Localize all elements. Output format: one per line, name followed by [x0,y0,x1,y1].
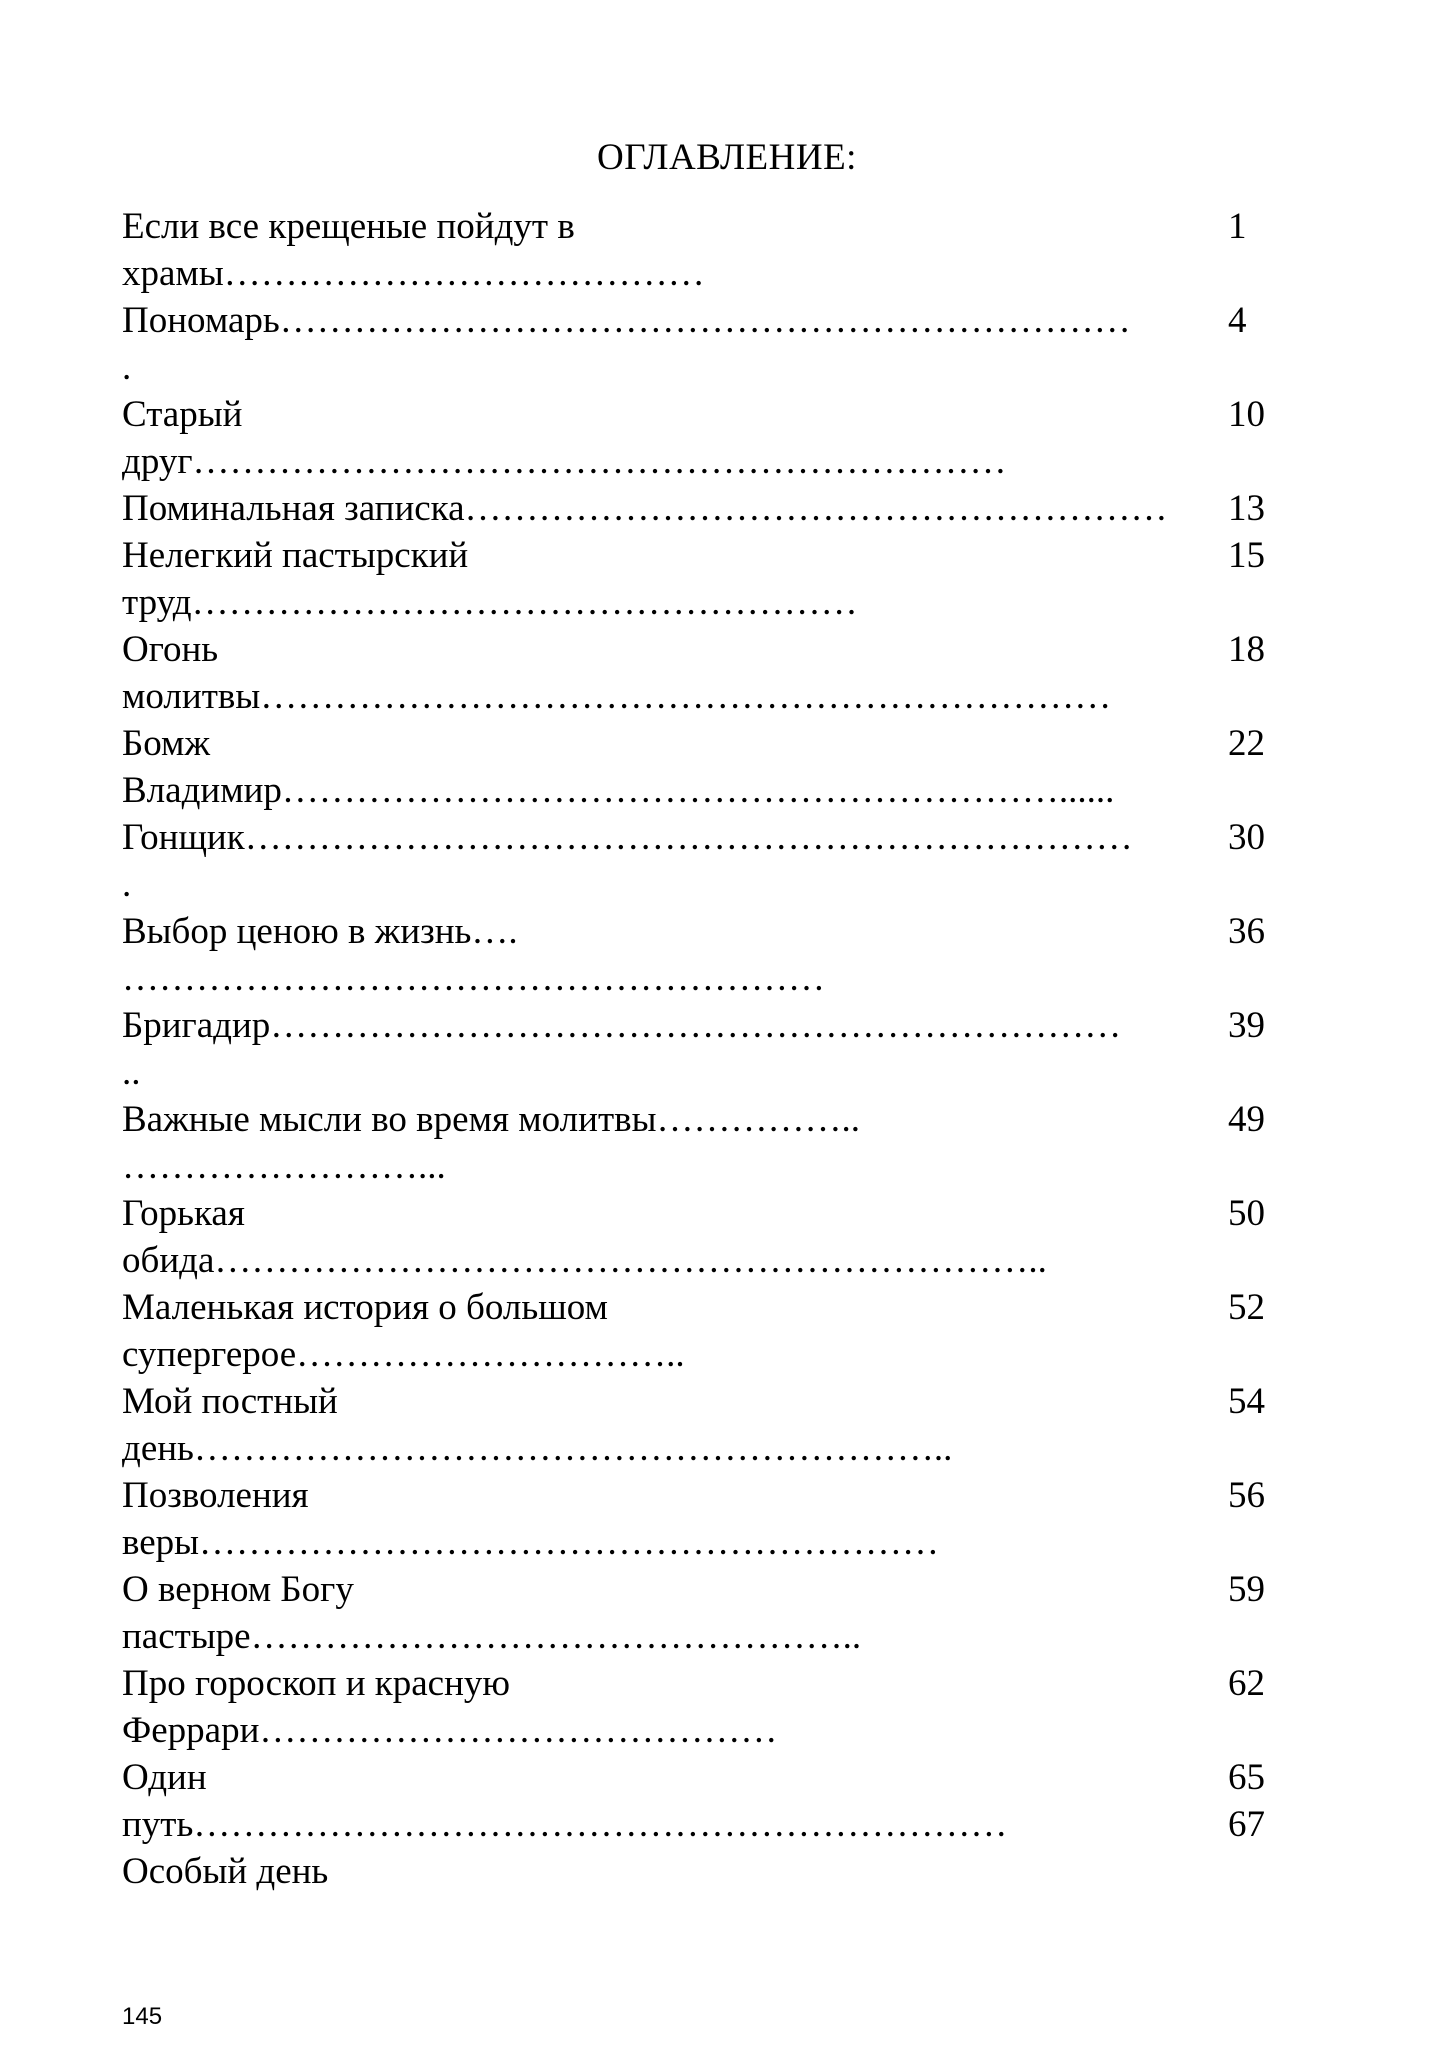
toc-line-text: Важные мысли во время молитвы…………….. [122,1099,860,1140]
toc-heading: ОГЛАВЛЕНИЕ: [597,137,857,178]
toc-page-number: 67 [1228,1804,1265,1845]
toc-page-number: 10 [1228,394,1265,435]
toc-line [0,1331,1454,1378]
toc-line-text: Бригадир…………………………………………………………… [122,1005,1122,1046]
toc-line [0,1096,1454,1143]
toc-line-text: Владимир………………………………………………………...... [122,770,1115,811]
toc-line [0,626,1454,673]
toc-line [0,767,1454,814]
toc-line [0,1472,1454,1519]
toc-line [0,485,1454,532]
toc-line [0,297,1454,344]
toc-line-text: Пономарь…………………………………………………………… [122,300,1131,341]
toc-page-number: 65 [1228,1757,1265,1798]
toc-line-text: Маленькая история о большом [122,1287,608,1328]
toc-line [0,1519,1454,1566]
toc-line-text: Мой постный [122,1381,338,1422]
toc-line [0,955,1454,1002]
toc-line [0,1848,1454,1895]
toc-line [0,250,1454,297]
toc-line-text: Бомж [122,723,211,764]
toc-line [0,1049,1454,1096]
toc-line [0,391,1454,438]
toc-line-text: Феррари…………………………………… [122,1710,778,1751]
toc-page-number: 39 [1228,1005,1265,1046]
toc-line-text: ………………………………………………… [122,958,825,999]
toc-line-text: путь………………………………………………………… [122,1804,1008,1845]
toc-line-text: Позволения [122,1475,309,1516]
toc-line [0,861,1454,908]
toc-line-text: Особый день [122,1851,329,1892]
toc-line-text: труд……………………………………………… [122,582,858,623]
toc-page-number: 62 [1228,1663,1265,1704]
toc-line-text: веры…………………………………………………… [122,1522,940,1563]
toc-line-text: ……………………... [122,1146,446,1187]
toc-page-number: 15 [1228,535,1265,576]
toc-line [0,1660,1454,1707]
toc-page-number: 54 [1228,1381,1265,1422]
toc-line-text: Гонщик……………………………………………………………… [122,817,1133,858]
toc-line-text: . [122,347,132,388]
toc-line-text: Если все крещеные пойдут в [122,206,575,247]
toc-line-text: Поминальная записка………………………………………………… [122,488,1168,529]
toc-page-number: 18 [1228,629,1265,670]
toc-line [0,438,1454,485]
toc-line [0,1613,1454,1660]
toc-line [0,1378,1454,1425]
toc-line-text: Выбор ценою в жизнь…. [122,911,518,952]
toc-line [0,1190,1454,1237]
toc-line-text: молитвы…………………………………………………………… [122,676,1112,717]
toc-line-text: Горькая [122,1193,245,1234]
toc-page-number: 49 [1228,1099,1265,1140]
toc-line [0,1002,1454,1049]
toc-line-text: Старый [122,394,243,435]
toc-line [0,344,1454,391]
toc-line [0,579,1454,626]
toc-page-number: 1 [1228,206,1247,247]
toc-page-number: 4 [1228,300,1247,341]
toc-line-text: Про гороскоп и красную [122,1663,511,1704]
toc-line [0,203,1454,250]
table-of-contents [0,203,1454,1895]
toc-line-text: .. [122,1052,141,1093]
toc-line-text: супергерое………………………….. [122,1334,685,1375]
toc-line [0,1754,1454,1801]
toc-page-number: 59 [1228,1569,1265,1610]
toc-line-text: . [122,864,132,905]
toc-page-number: 30 [1228,817,1265,858]
toc-page-number: 50 [1228,1193,1265,1234]
toc-line-text: обида………………………………………………………….. [122,1240,1047,1281]
toc-page-number: 52 [1228,1287,1265,1328]
toc-line [0,1143,1454,1190]
toc-line [0,720,1454,767]
toc-line [0,1284,1454,1331]
toc-line [0,1801,1454,1848]
toc-line-text: друг………………………………………………………… [122,441,1007,482]
toc-page-number: 13 [1228,488,1265,529]
toc-line [0,908,1454,955]
toc-line-text: храмы………………………………… [122,253,705,294]
toc-line [0,532,1454,579]
toc-line [0,1237,1454,1284]
toc-line-text: пастыре………………………………………….. [122,1616,862,1657]
toc-line [0,1425,1454,1472]
toc-page-number: 56 [1228,1475,1265,1516]
toc-line [0,814,1454,861]
page-number-footer: 145 [122,2003,163,2030]
toc-line [0,1707,1454,1754]
toc-line-text: Нелегкий пастырский [122,535,469,576]
toc-page-number: 22 [1228,723,1265,764]
toc-line-text: Огонь [122,629,219,670]
toc-line [0,673,1454,720]
toc-line-text: день…………………………………………………….. [122,1428,953,1469]
toc-line [0,1566,1454,1613]
toc-line-text: Один [122,1757,207,1798]
toc-page-number: 36 [1228,911,1265,952]
toc-line-text: О верном Богу [122,1569,354,1610]
